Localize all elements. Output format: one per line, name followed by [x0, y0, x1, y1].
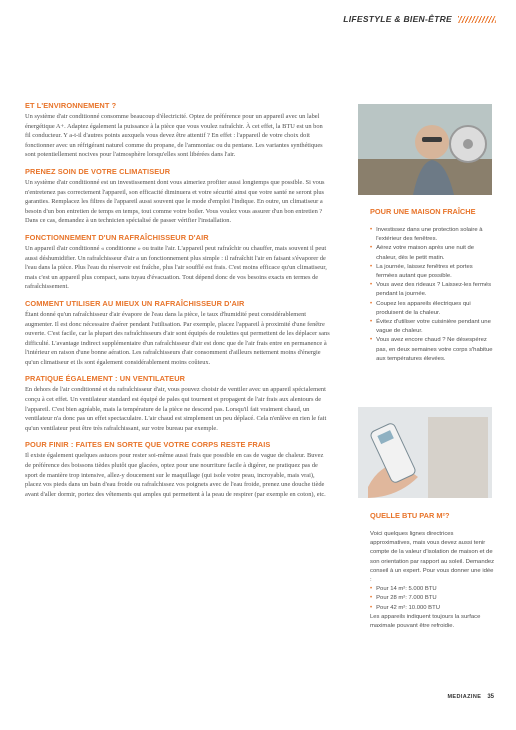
list-item [370, 336, 495, 364]
list-item-text: Coupez les appareils électriques qui produisent de la chaleur. [376, 300, 471, 316]
list-item-text: Pour 28 m²: 7.000 BTU [376, 595, 437, 602]
bullet-icon: • [370, 227, 373, 233]
header-title: LIFESTYLE & BIEN-ÊTRE [343, 14, 452, 24]
bullet-icon: • [370, 300, 373, 307]
main-column [25, 101, 330, 506]
section-title: FONCTIONNEMENT D'UN RAFRAÎCHISSEUR D'AIR [25, 232, 209, 242]
section-care [25, 167, 330, 226]
bullet-icon: • [370, 586, 373, 593]
bullet-icon: • [370, 595, 373, 602]
bullet-icon: • [370, 319, 373, 326]
bullet-icon: • [370, 337, 373, 344]
list-item-text: Investissez dans une protection solaire à l'extérieur des fenêtres. [376, 227, 483, 243]
section-title: COMMENT UTILISER AU MIEUX UN RAFRAÎCHISSEUR D'AIR [25, 298, 245, 308]
section-body-cool [25, 440, 330, 499]
section-title: PRATIQUE ÉGALEMENT : UN VENTILATEUR [25, 374, 186, 384]
section-body: Étant donné qu'un rafraîchisseur d'air évapore de l'eau dans la pièce, le taux d'humidité peut considérablement augmenter. Il est donc nécessaire d'aérer pendant l'utilisation. Par exemple, placez l'appareil à proximité d'une fenêtre ouverte. C'est facile, car la plupart des rafraîchisseurs d'air sont équipés de roulettes qui permettent de les déplacer sans difficulté. L'avantage indirect supplémentaire d'un rafraîchisseur d'air est donc que de l'air frais entre en permanence à l'intérieur en raison d'une bonne aération. Les rafraîchisseurs d'air consomment d'ailleurs nettement moins d'énergie qu'un climatiseur et ils sont également considérablement moins coûteux. [25, 310, 330, 366]
bullet-icon: • [370, 263, 373, 270]
list-item [370, 585, 495, 594]
list-item-text: Aérez votre maison après une nuit de chaleur, dès le petit matin. [376, 245, 475, 261]
header-stripes [458, 16, 496, 23]
sidebar-intro: Voici quelques lignes directrices approximatives, mais vous devez aussi tenir compte de la valeur d'isolation de maison et de son orientation par rapport au soleil. Demandez conseil à un expert. Pour vous donner une idée : [370, 531, 495, 584]
page-header [343, 14, 496, 24]
page-number: 35 [487, 694, 494, 700]
list-item [370, 226, 495, 244]
section-body: Il existe également quelques astuces pour rester soi-même aussi frais que possible en cas de vague de chaleur. Buvez de préférence des boissons tièdes plutôt que glacées, optez pour une nourriture facile à digérer, ne pratiquez pas de sport de manière trop intensive, allez-y doucement sur le maquillage (qui isole votre peau, incroyable, mais vrai), placez vos pieds dans un bain d'eau froide ou rafraîchissez vos poignets avec de l'eau froide, prenez une douche tiède avant d'aller dormir, portez des vêtements qui amples qui permettent à la peau de respirer (par exemple en coton), etc. [25, 452, 326, 498]
sidebar-outro: Les appareils indiquent toujours la surface maximale pouvant être refroidie. [370, 613, 481, 630]
list-item-text: La journée, laissez fenêtres et portes fermées autant que possible. [376, 263, 473, 280]
list-item [370, 604, 495, 613]
sidebar-title: POUR UNE MAISON FRAÎCHE [370, 207, 476, 216]
section-title: POUR FINIR : FAITES EN SORTE QUE VOTRE CORPS RESTE FRAIS [25, 440, 271, 450]
list-item-text: Pour 42 m²: 10.000 BTU [376, 604, 440, 611]
section-cooler-function [25, 233, 330, 292]
list-item [370, 244, 495, 262]
list-item-text: Vous avez des rideaux ? Laissez-les fermés pendant la journée. [376, 282, 492, 298]
sidebar-btu [370, 511, 495, 631]
section-body: Un appareil d'air conditionné « conditionne » ou traite l'air. L'appareil peut rafraîchir ou chauffer, mais souvent il peut aussi déshumidifier. Un rafraîchisseur d'air a un fonctionnement plus simple : il rafraîchit l'air en faisant s'évaporer de l'eau dans la pièce. Plus l'eau du réservoir est fraîche, plus l'air soufflé est frais. C'est moins efficace qu'un climatiseur, mais c'est un appareil plus compact, sans tuyau d'évacuation. Tout dépend donc de vos besoins exacts en termes de rafraîchissement. [25, 244, 327, 291]
photo-man-fan-illustration [358, 104, 492, 195]
list-item [370, 263, 495, 281]
sidebar-fresh-home [370, 207, 495, 364]
list-item-text: Évitez d'utiliser votre cuisinière pendant une vague de chaleur. [376, 319, 491, 335]
list-item [370, 594, 495, 603]
list-item-text: Pour 14 m²: 5.000 BTU [376, 586, 437, 593]
bullet-icon: • [370, 282, 373, 289]
section-body: Un système d'air conditionné est un investissement dont vous aimeriez profiter aussi longtemps que possible. Si vous n'entretenez pas correctement l'appareil, son efficacité diminuera et votre sécurité ainsi que votre santé ne seront plus garanties. Remplacez les filtres de l'appareil aussi souvent que le mode d'emploi l'indique. En outre, un climatiseur a besoin d'un bon entretien de temps en temps, tout comme votre boiler. Vous voulez vous assurer d'un bon entretien ? Dans ce cas, demandez à un technicien spécialisé de passer vérifier l'installation. [25, 178, 325, 225]
bullet-icon: • [370, 245, 373, 252]
page-footer [447, 694, 494, 700]
sidebar-title: QUELLE BTU PAR M²? [370, 511, 450, 520]
section-fan [25, 374, 330, 433]
section-environment [25, 101, 330, 160]
list-item [370, 318, 495, 336]
footer-brand: MEDIAZINE [447, 694, 482, 700]
list-item-text: Vous avez encore chaud ? Ne désespérez pas, en deux semaines votre corps s'habitue aux températures élevées. [376, 337, 493, 362]
list-item [370, 300, 495, 318]
section-body: Un système d'air conditionné consomme beaucoup d'électricité. Optez de préférence pour un appareil avec un label énergétique A+. Adaptez également la puissance à la pièce que vous voulez rafraîchir. À cet effet, la BTU est un bon fil conducteur. Y a-t-il d'autres points auxquels vous devez être attentif ? En effet : l'appareil de votre choix doit fonctionner avec un réfrigérant naturel comme du propane, de l'ammoniac ou du pentane. Les variantes synthétiques sont potentiellement nocives pour l'atmosphère lorsqu'elles sont libérées dans l'air. [25, 113, 323, 159]
photo-remote-control [358, 407, 492, 498]
photo-remote-control-illustration [358, 407, 492, 498]
bullet-icon: • [370, 604, 373, 611]
list-item [370, 281, 495, 299]
photo-man-fan [358, 104, 492, 195]
section-title: PRENEZ SOIN DE VOTRE CLIMATISEUR [25, 166, 171, 176]
section-body: En dehors de l'air conditionné et du rafraîchisseur d'air, vous pouvez choisir de ventiler avec un appareil spécialement conçu à cet effet. Un ventilateur standard est équipé de pales qui tournent et propagent de l'air frais aux alentours de l'appareil. C'est bien agréable, mais la température de la pièce ne descend pas. Lorsqu'il fait vraiment chaud, un ventilateur n'a donc pas un effet spectaculaire. L'air chaud est simplement un peu déplacé. Cela n'enlève en rien le fait qu'un ventilateur peut être très rafraîchissant, sur votre bureau par exemple. [25, 386, 327, 432]
section-cooler-usage [25, 299, 330, 368]
sidebar-body [370, 530, 495, 631]
sidebar-list [370, 226, 495, 364]
section-title: ET L'ENVIRONNEMENT ? [25, 101, 117, 110]
